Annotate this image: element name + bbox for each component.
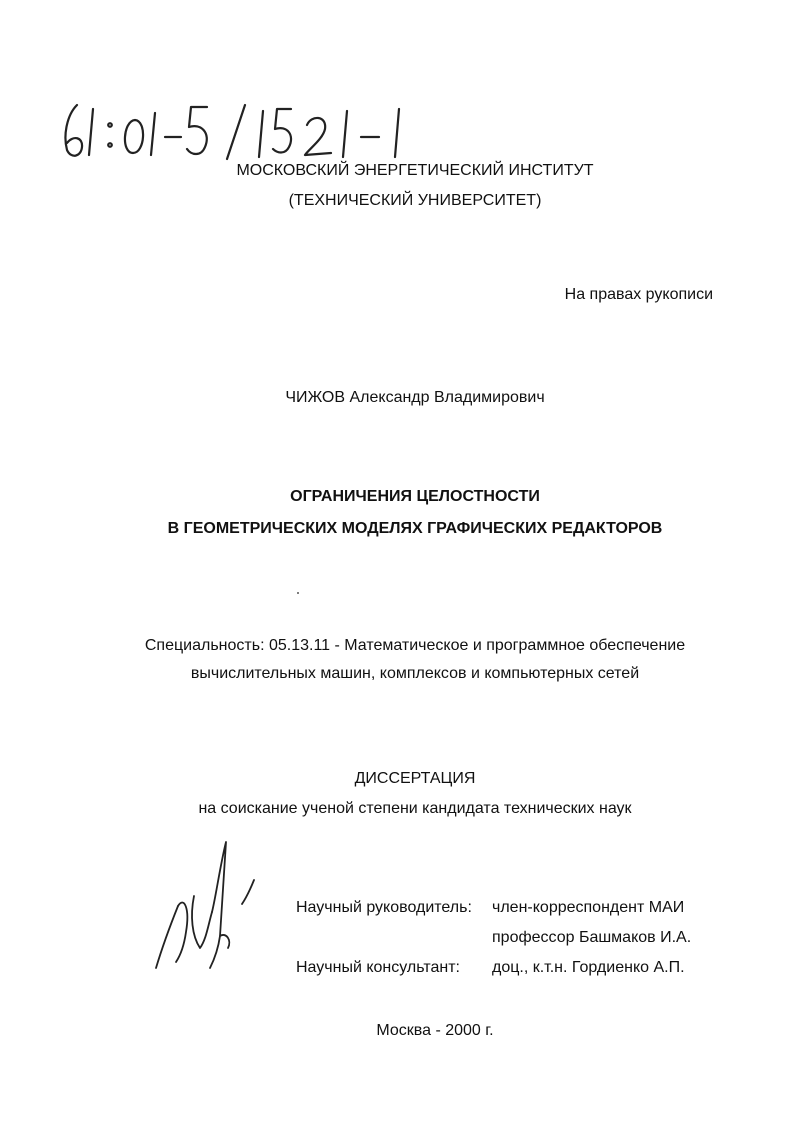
- advisor-row: [296, 893, 726, 923]
- advisor-label-spacer: [296, 923, 492, 953]
- dissertation-heading: ДИССЕРТАЦИЯ: [354, 770, 476, 787]
- institute-subtitle: (ТЕХНИЧЕСКИЙ УНИВЕРСИТЕТ): [288, 192, 542, 209]
- rights-note: На правах рукописи: [564, 286, 713, 303]
- speciality-line-2: вычислительных машин, комплексов и компьютерных сетей: [190, 665, 640, 682]
- consultant-label: Научный консультант:: [296, 959, 460, 976]
- advisor-value-2: профессор Башмаков И.А.: [492, 929, 692, 946]
- handwritten-signature: [150, 836, 265, 976]
- author-name: ЧИЖОВ Александр Владимирович: [285, 389, 545, 406]
- speciality-line-1: Специальность: 05.13.11 - Математическое и программное обеспечение: [144, 637, 686, 654]
- institute-name: МОСКОВСКИЙ ЭНЕРГЕТИЧЕСКИЙ ИНСТИТУТ: [236, 162, 594, 179]
- consultant-row: [296, 953, 726, 983]
- title-line-1: ОГРАНИЧЕНИЯ ЦЕЛОСТНОСТИ: [290, 488, 540, 505]
- consultant-value: доц., к.т.н. Гордиенко А.П.: [492, 959, 685, 976]
- advisor-value-1: член-корреспондент МАИ: [492, 899, 685, 916]
- advisor-row-2: [296, 923, 726, 953]
- institute-block: [180, 156, 650, 216]
- title-line-2: В ГЕОМЕТРИЧЕСКИХ МОДЕЛЯХ ГРАФИЧЕСКИХ РЕДАКТОРОВ: [167, 520, 663, 537]
- stray-mark: [297, 592, 299, 594]
- dissertation-block: [100, 764, 730, 824]
- dissertation-title: [100, 481, 730, 545]
- speciality-block: [60, 632, 770, 688]
- handwritten-archive-code: [55, 95, 455, 165]
- advisor-label: Научный руководитель:: [296, 899, 472, 916]
- city-year: Москва - 2000 г.: [376, 1022, 494, 1039]
- dissertation-subtitle: на соискание ученой степени кандидата технических наук: [198, 800, 632, 817]
- supervisors-block: [296, 893, 726, 983]
